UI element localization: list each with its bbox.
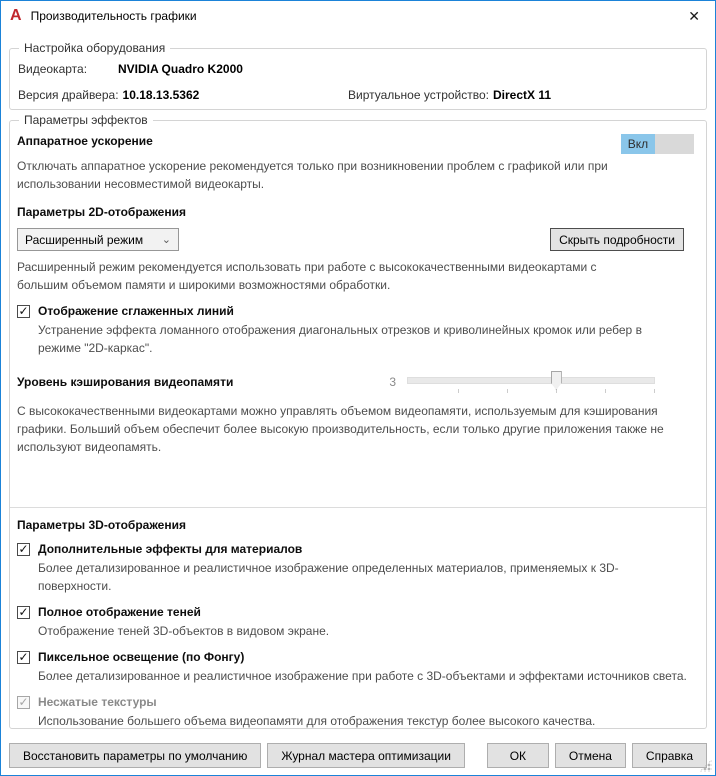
full-shadows-row xyxy=(17,605,699,619)
section-separator xyxy=(10,507,706,508)
full-shadows-option xyxy=(17,605,699,640)
full-shadows-label: Полное отображение теней xyxy=(38,605,201,619)
slider-tick xyxy=(654,389,655,393)
video-card-value: NVIDIA Quadro K2000 xyxy=(118,62,243,76)
hardware-setup-group xyxy=(9,41,707,110)
slider-tick xyxy=(605,389,606,393)
uncompressed-textures-row xyxy=(17,695,699,709)
video-card-row xyxy=(18,62,698,76)
driver-version-value: 10.18.13.5362 xyxy=(122,88,200,102)
check-icon: ✓ xyxy=(18,694,29,709)
uncompressed-textures-label: Несжатые текстуры xyxy=(38,695,157,709)
display-2d-description: Расширенный режим рекомендуется использовать при работе с высококачественными видеокартами с большим объемом памяти и широкими возможностями обработки. xyxy=(17,260,597,292)
slider-tick xyxy=(458,389,459,393)
virtual-device-label: Виртуальное устройство: xyxy=(348,88,490,102)
toggle-off-segment[interactable] xyxy=(655,134,694,154)
per-pixel-lighting-checkbox[interactable] xyxy=(17,651,30,664)
smooth-lines-label: Отображение сглаженных линий xyxy=(38,304,234,318)
smooth-lines-row xyxy=(17,304,699,318)
effects-settings-legend: Параметры эффектов xyxy=(19,113,153,128)
virtual-device-pair xyxy=(348,88,551,102)
check-icon: ✓ xyxy=(18,303,29,318)
per-pixel-lighting-label: Пиксельное освещение (по Фонгу) xyxy=(38,650,245,664)
check-icon: ✓ xyxy=(18,604,29,619)
smooth-lines-option xyxy=(17,304,699,357)
check-icon: ✓ xyxy=(18,541,29,556)
effects-settings-group xyxy=(9,113,707,729)
hardware-acceleration-toggle[interactable] xyxy=(621,134,694,154)
full-shadows-checkbox[interactable] xyxy=(17,606,30,619)
smooth-lines-description: Устранение эффекта ломанного отображения диагональных отрезков и криволинейных кромок или ребер в режиме "2D-каркас". xyxy=(38,323,642,355)
autocad-logo-icon: A xyxy=(10,7,22,24)
cache-level-description: С высококачественными видеокартами можно управлять объемом видеопамяти, используемым для кэширования графики. Больший объем обеспечит более высокую производительность, если только другие приложения также не используют видеопамять. xyxy=(17,404,664,454)
driver-row xyxy=(18,88,698,102)
slider-track[interactable] xyxy=(407,377,655,384)
material-effects-checkbox[interactable] xyxy=(17,543,30,556)
material-effects-description: Более детализированное и реалистичное изображение определенных материалов, применяемых к 3D-поверхности. xyxy=(38,561,619,593)
per-pixel-lighting-description: Более детализированное и реалистичное изображение при работе с 3D-объектами и эффектами источников света. xyxy=(38,669,687,683)
display-2d-controls xyxy=(17,228,699,251)
driver-version-label: Версия драйвера: xyxy=(18,88,119,102)
slider-tick xyxy=(507,389,508,393)
cache-level-value: 3 xyxy=(389,375,396,389)
hardware-acceleration-title: Аппаратное ускорение xyxy=(17,134,153,148)
cache-level-slider[interactable] xyxy=(407,370,655,394)
display-3d-title: Параметры 3D-отображения xyxy=(17,518,186,532)
smooth-lines-checkbox[interactable] xyxy=(17,305,30,318)
cache-level-row xyxy=(17,370,699,394)
hide-details-button[interactable]: Скрыть подробности xyxy=(550,228,684,251)
chevron-down-icon: ⌄ xyxy=(161,233,171,246)
tuner-log-button[interactable]: Журнал мастера оптимизации xyxy=(267,743,465,768)
per-pixel-lighting-row xyxy=(17,650,699,664)
material-effects-label: Дополнительные эффекты для материалов xyxy=(38,542,303,556)
uncompressed-textures-option xyxy=(17,695,699,730)
virtual-device-value: DirectX 11 xyxy=(493,88,552,102)
restore-defaults-button[interactable]: Восстановить параметры по умолчанию xyxy=(9,743,261,768)
dialog-footer xyxy=(9,743,707,768)
material-effects-row xyxy=(17,542,699,556)
material-effects-option xyxy=(17,542,699,595)
help-button[interactable]: Справка xyxy=(632,743,707,768)
cache-level-label: Уровень кэширования видеопамяти xyxy=(17,375,234,389)
uncompressed-textures-checkbox xyxy=(17,696,30,709)
display-2d-title: Параметры 2D-отображения xyxy=(17,205,186,219)
video-card-label: Видеокарта: xyxy=(18,62,88,76)
hardware-acceleration-row xyxy=(17,134,699,154)
title-bar[interactable] xyxy=(1,1,715,31)
hardware-acceleration-description: Отключать аппаратное ускорение рекомендуется только при возникновении проблем с графикой или при использовании несовместимой видеокарты. xyxy=(17,159,608,191)
mode-select[interactable] xyxy=(17,228,179,251)
window-title: Производительность графики xyxy=(30,9,197,23)
mode-select-value: Расширенный режим xyxy=(25,232,144,247)
toggle-on-segment[interactable]: Вкл xyxy=(621,134,655,154)
check-icon: ✓ xyxy=(18,649,29,664)
ok-button[interactable]: ОК xyxy=(487,743,549,768)
uncompressed-textures-description: Использование большего объема видеопамяти для отображения текстур более высокого качества. xyxy=(38,714,596,728)
hardware-setup-legend: Настройка оборудования xyxy=(19,41,170,56)
slider-thumb[interactable] xyxy=(551,371,562,390)
cancel-button[interactable]: Отмена xyxy=(555,743,626,768)
full-shadows-description: Отображение теней 3D-объектов в видовом экране. xyxy=(38,624,330,638)
close-icon[interactable]: ✕ xyxy=(688,7,700,24)
per-pixel-lighting-option xyxy=(17,650,699,685)
